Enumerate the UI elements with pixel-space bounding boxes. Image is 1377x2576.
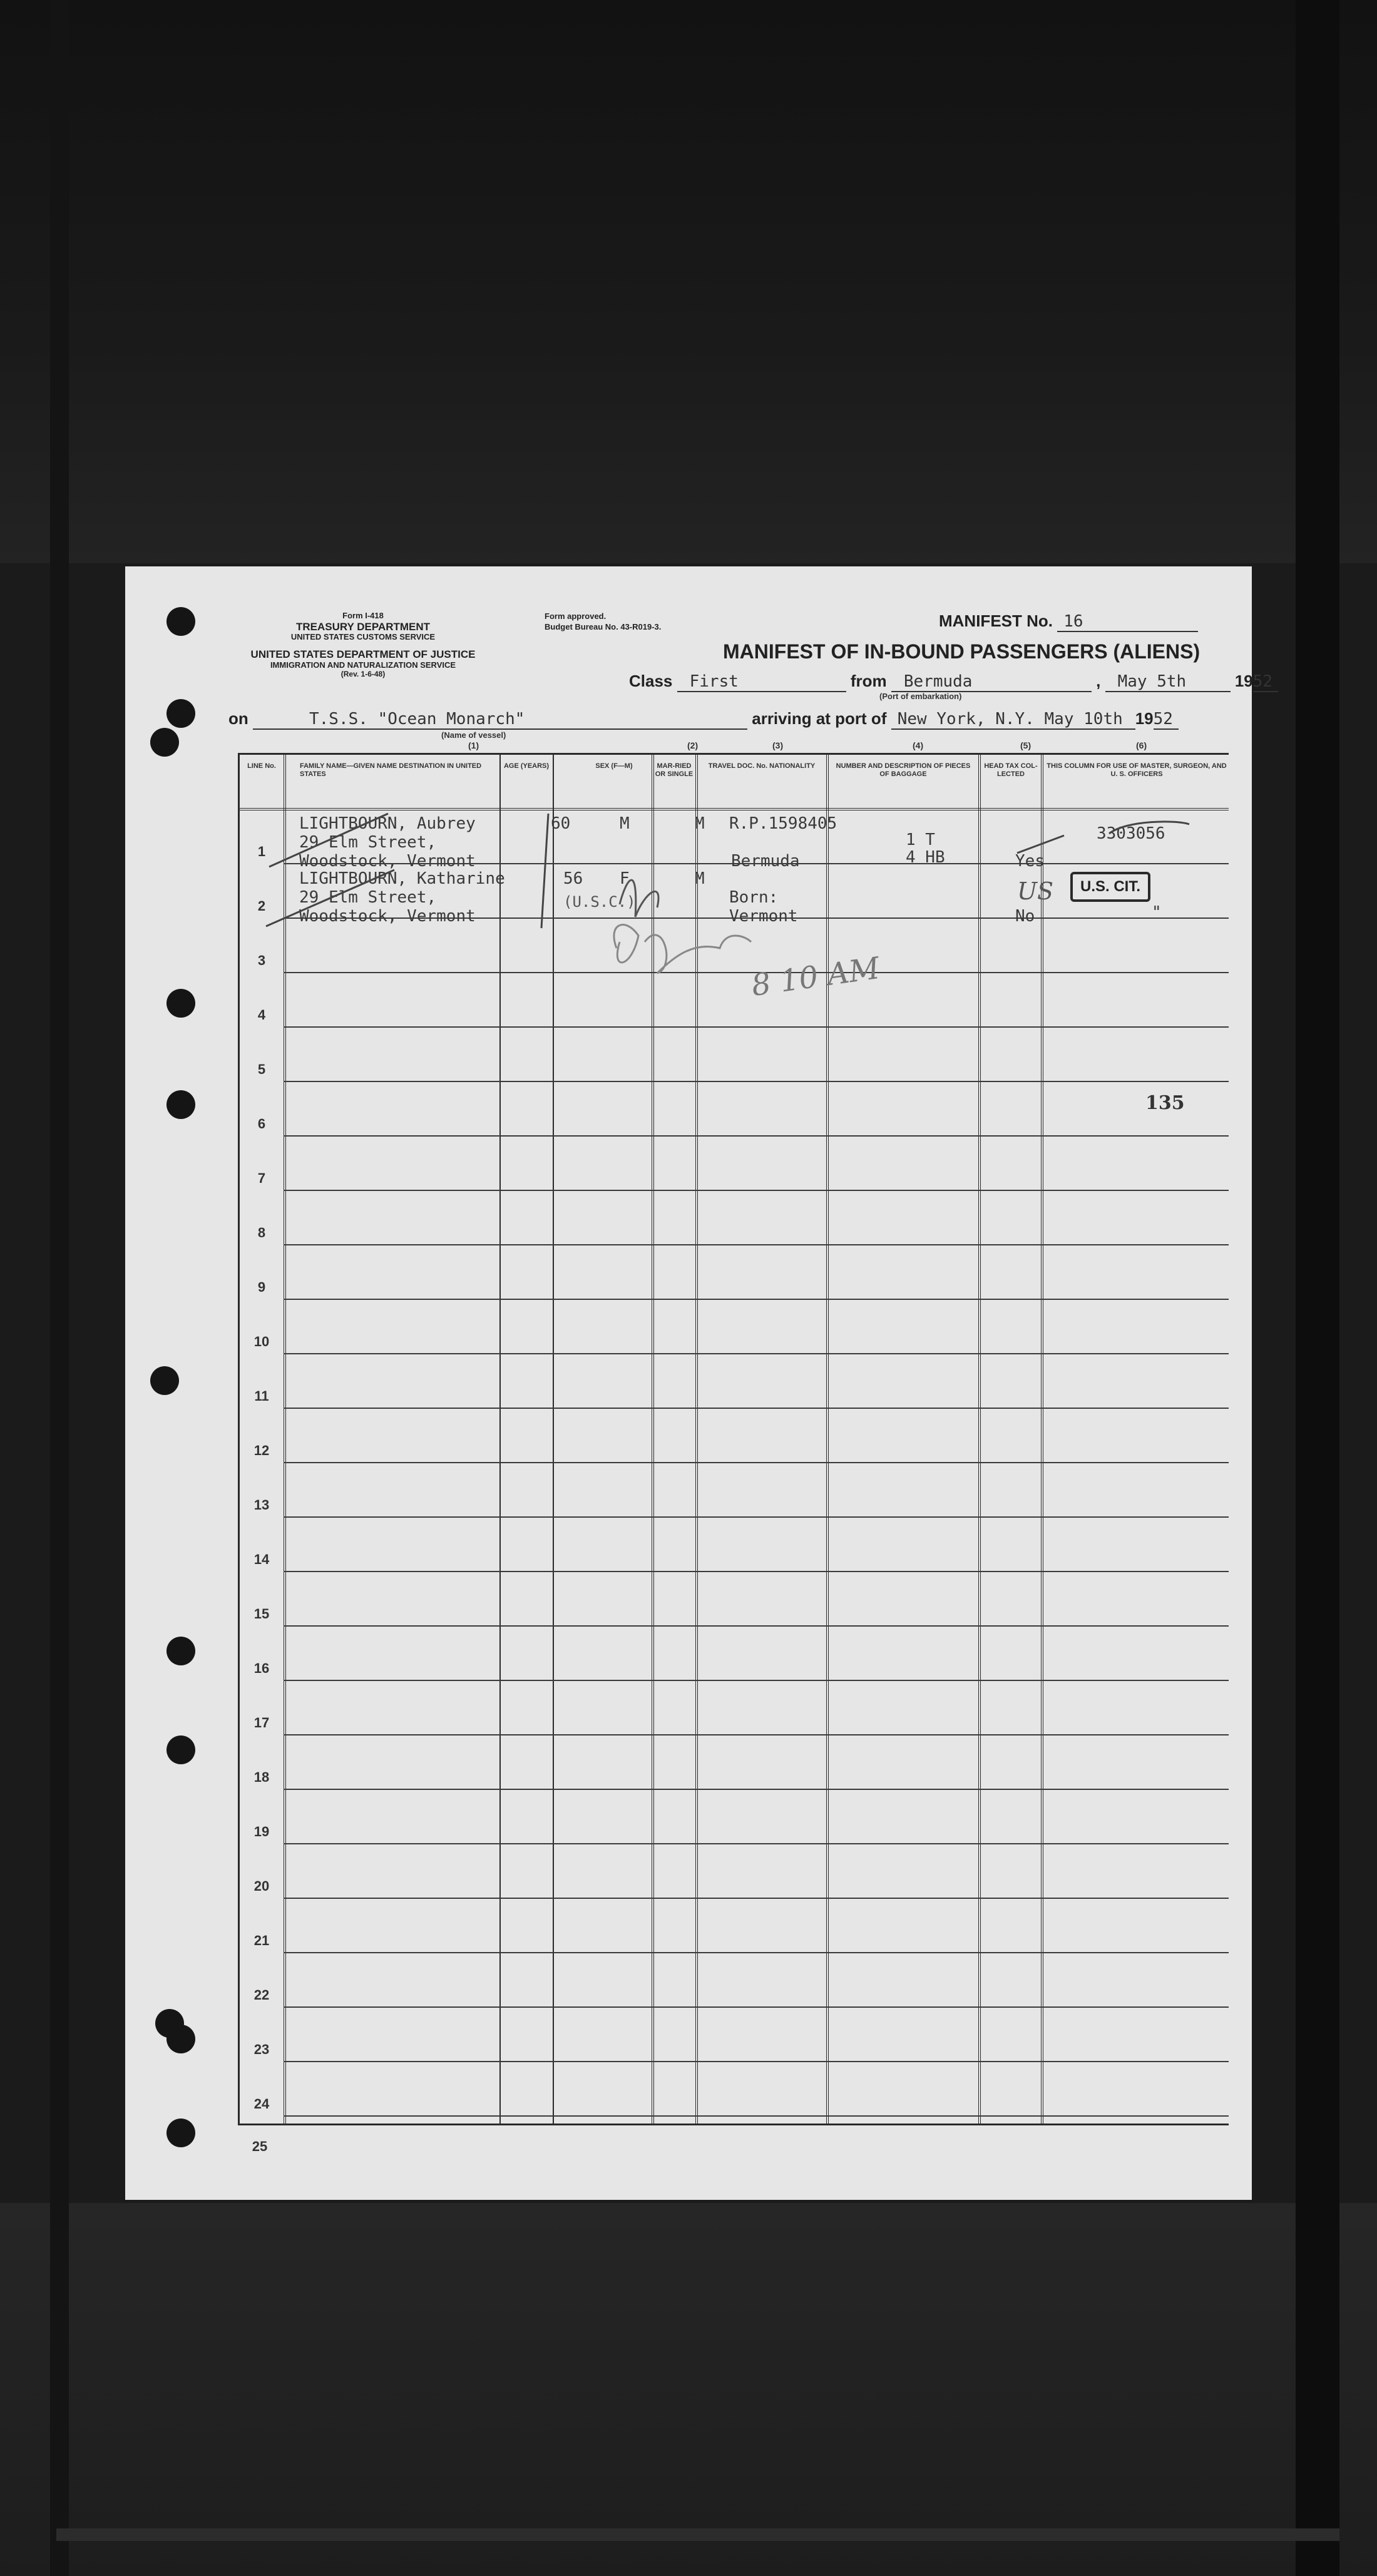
row-divider <box>284 1571 1229 1572</box>
class-value: First <box>677 672 846 692</box>
row-divider <box>284 1625 1229 1627</box>
justice-department: UNITED STATES DEPARTMENT OF JUSTICE <box>250 648 476 661</box>
manifest-page <box>125 566 1273 2200</box>
row-divider <box>284 1952 1229 1953</box>
form-revision: (Rev. 1-6-48) <box>340 669 386 678</box>
row-divider <box>284 1299 1229 1300</box>
passenger-2-age: 56 <box>563 869 583 888</box>
passenger-2-name: LIGHTBOURN, Katharine <box>299 869 505 888</box>
row-divider <box>284 2115 1229 2117</box>
header-name-destination: FAMILY NAME—GIVEN NAME DESTINATION IN UNITED STATES <box>300 762 482 778</box>
header-age: AGE (YEARS) <box>503 762 550 770</box>
line-number: 13 <box>253 1497 270 1513</box>
line-number: 2 <box>257 898 266 914</box>
passenger-1-age: 60 <box>551 814 571 833</box>
class-from-line: Class First from Bermuda , May 5th 1952 <box>629 672 1278 692</box>
us-citizen-stamp: U.S. CIT. <box>1070 872 1150 902</box>
passenger-1-baggage-handbags: 4 HB <box>906 848 945 867</box>
line-number: 7 <box>257 1170 266 1186</box>
row-divider <box>284 1789 1229 1790</box>
binder-hole-icon <box>150 1366 179 1395</box>
arrival-port-value: New York, N.Y. May 10th <box>891 710 1135 730</box>
row-divider <box>284 1680 1229 1681</box>
from-label: from <box>850 672 887 690</box>
binder-hole-icon <box>166 1637 195 1665</box>
row-divider <box>284 1734 1229 1735</box>
line-number: 10 <box>253 1334 270 1349</box>
customs-service: UNITED STATES CUSTOMS SERVICE <box>290 632 436 642</box>
treasury-department: TREASURY DEPARTMENT <box>295 620 431 633</box>
header-officers: THIS COLUMN FOR USE OF MASTER, SURGEON, AND U. S. OFFICERS <box>1047 762 1227 778</box>
passenger-2-travel-doc: Born: <box>729 888 779 907</box>
binder-hole-icon <box>166 2025 195 2053</box>
page-count-number: 135 <box>1145 1092 1185 1114</box>
manifest-number-label: MANIFEST No. <box>939 611 1053 630</box>
line-number: 5 <box>257 1061 266 1077</box>
passenger-2-address-street: 29 Elm Street, <box>299 888 437 907</box>
column-number: (4) <box>913 740 924 750</box>
line-number: 4 <box>257 1007 266 1023</box>
column-number: (2) <box>687 740 699 750</box>
passenger-1-officer-number: 3303056 <box>1097 824 1165 843</box>
departure-date-value: May 5th <box>1105 672 1231 692</box>
row-divider <box>284 1190 1229 1191</box>
arriving-label: arriving at port of <box>752 709 887 728</box>
passenger-2-sex: F <box>620 869 630 888</box>
row-divider <box>284 2006 1229 2008</box>
row-divider <box>284 1898 1229 1899</box>
line-number: 19 <box>253 1824 270 1839</box>
header-line-no: LINE No. <box>247 762 276 770</box>
passenger-1-name: LIGHTBOURN, Aubrey <box>299 814 476 833</box>
manifest-title: MANIFEST OF IN-BOUND PASSENGERS (ALIENS) <box>723 640 1200 663</box>
line-number: 18 <box>253 1769 270 1785</box>
check-mark-line-2 <box>266 870 394 926</box>
passenger-1-address-street: 29 Elm Street, <box>299 833 437 852</box>
scan-background-top <box>0 0 1377 563</box>
immigration-service: IMMIGRATION AND NATURALIZATION SERVICE <box>270 660 456 670</box>
line-number: 6 <box>257 1116 266 1132</box>
passenger-1-sex: M <box>620 814 630 833</box>
row-divider <box>284 1462 1229 1463</box>
column-number: (5) <box>1020 740 1031 750</box>
header-sex: SEX (F—M) <box>595 762 633 770</box>
binder-hole-icon <box>166 1090 195 1119</box>
row-divider <box>284 1081 1229 1082</box>
passenger-1-travel-doc: R.P.1598405 <box>729 814 837 833</box>
row-divider <box>284 1843 1229 1844</box>
passenger-1-address-city: Woodstock, Vermont <box>299 852 476 871</box>
column-number: (6) <box>1136 740 1147 750</box>
row-divider <box>284 1244 1229 1245</box>
passenger-1-married: M <box>695 814 705 833</box>
passenger-2-married: M <box>695 869 705 888</box>
line-number: 17 <box>253 1715 270 1730</box>
vessel-name-caption: (Name of vessel) <box>441 730 506 740</box>
passenger-1-nationality: Bermuda <box>731 852 800 871</box>
scan-edge-left <box>50 0 69 2576</box>
passenger-2-nationality: Vermont <box>729 907 798 926</box>
check-mark-line-1 <box>269 814 388 867</box>
embarkation-port-value: Bermuda <box>891 672 1092 692</box>
scan-background-bottom <box>0 2203 1377 2576</box>
passenger-2-address-city: Woodstock, Vermont <box>299 907 476 926</box>
form-number: Form I-418 <box>342 611 384 620</box>
binder-hole-icon <box>166 2119 195 2147</box>
line-number: 14 <box>253 1551 270 1567</box>
row-divider <box>284 1353 1229 1354</box>
inspector-initials-scribble <box>614 925 751 973</box>
header-baggage: NUMBER AND DESCRIPTION OF PIECES OF BAGGAGE <box>836 762 971 778</box>
row-divider <box>284 1408 1229 1409</box>
line-number: 20 <box>253 1878 270 1894</box>
usc-annotation: (U.S.C.) <box>563 893 636 911</box>
class-label: Class <box>629 672 673 690</box>
departure-year-prefix: 19 <box>1234 672 1253 690</box>
manifest-number-value: 16 <box>1057 612 1198 632</box>
header-travel-doc: TRAVEL DOC. No. NATIONALITY <box>708 762 816 770</box>
vessel-name-value: T.S.S. "Ocean Monarch" <box>253 710 747 730</box>
line-number: 24 <box>253 2096 270 2112</box>
passenger-2-head-tax: No <box>1015 907 1035 926</box>
age-tick-mark <box>541 814 548 928</box>
line-number: 12 <box>253 1443 270 1458</box>
scan-edge-right <box>1296 0 1339 2576</box>
usc-scribble <box>620 880 658 917</box>
inspector-time-handwriting: 8 10 AM <box>749 950 882 1004</box>
passenger-2-officer-ditto: " <box>1152 903 1162 922</box>
line-number: 8 <box>257 1225 266 1240</box>
line-number: 9 <box>257 1279 266 1295</box>
line-number: 3 <box>257 953 266 968</box>
column-number: (1) <box>468 740 479 750</box>
line-number: 15 <box>253 1606 270 1622</box>
line-number: 1 <box>257 844 266 859</box>
header-married: MAR-RIED OR SINGLE <box>655 762 694 778</box>
column-number: (3) <box>772 740 784 750</box>
binder-hole-icon <box>166 1735 195 1764</box>
passenger-1-baggage-trunks: 1 T <box>906 831 935 849</box>
row-divider <box>284 1135 1229 1137</box>
head-tax-tick-mark <box>1017 836 1064 853</box>
officer-tick-mark <box>1109 822 1189 834</box>
on-label: on <box>228 709 248 728</box>
passenger-1-head-tax: Yes <box>1015 852 1045 871</box>
line-number: 25 <box>252 2139 268 2154</box>
head-tax-handwritten-mark: US <box>1017 877 1054 905</box>
row-divider <box>284 2061 1229 2062</box>
handwritten-pencil-marks <box>125 566 1252 1067</box>
arrival-year-value: 52 <box>1154 710 1179 730</box>
header-head-tax: HEAD TAX COL-LECTED <box>984 762 1038 778</box>
line-number: 23 <box>253 2042 270 2057</box>
arrival-year-prefix: 19 <box>1135 709 1154 728</box>
row-divider <box>284 1516 1229 1518</box>
port-of-embarkation-caption: (Port of embarkation) <box>879 692 962 701</box>
budget-bureau-text: Budget Bureau No. 43-R019-3. <box>545 621 662 631</box>
line-number: 11 <box>254 1388 269 1404</box>
line-number: 21 <box>253 1933 270 1948</box>
scan-strip <box>56 2528 1339 2541</box>
line-number: 22 <box>253 1987 270 2003</box>
form-approved-text: Form approved. <box>545 611 607 621</box>
line-number: 16 <box>253 1660 270 1676</box>
departure-year-value: 52 <box>1253 672 1278 692</box>
